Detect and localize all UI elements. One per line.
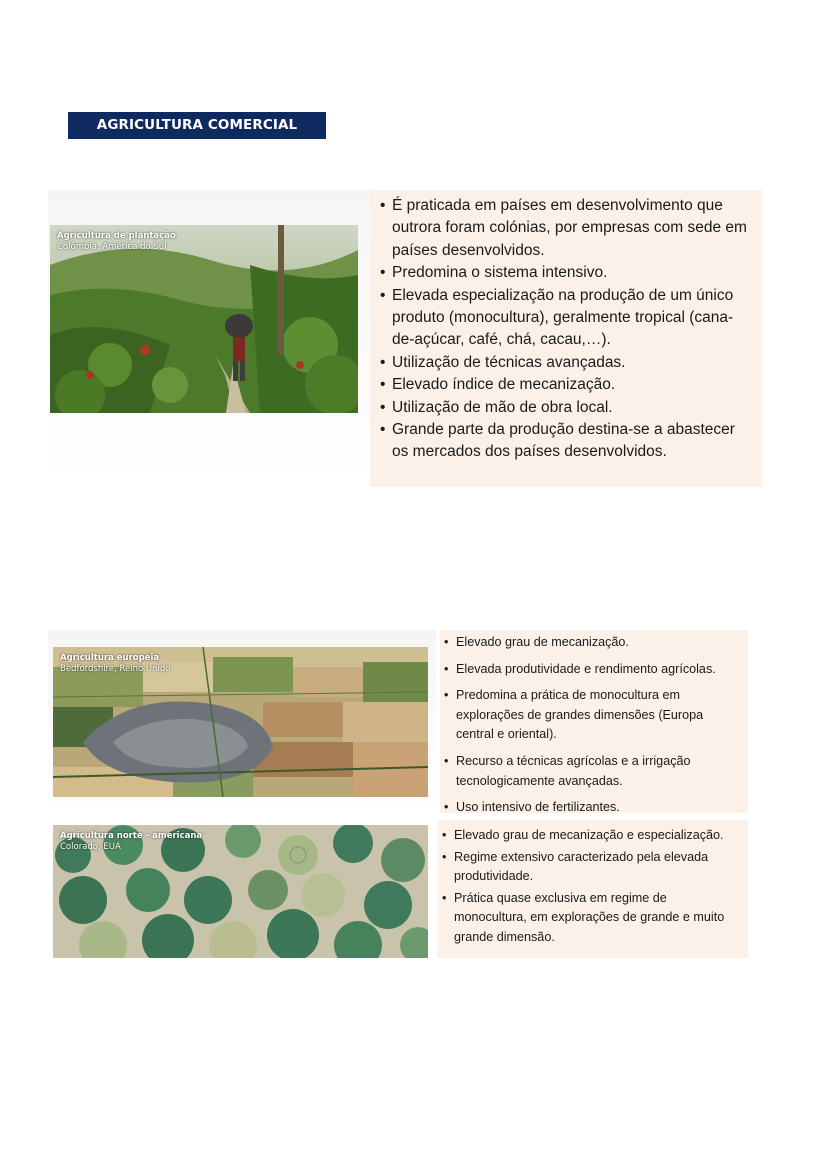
photo-caption: [60, 653, 170, 675]
photo-caption-place: Colorado, EUA: [60, 842, 121, 852]
list-item: • Elevada especialização na produção de um único produto (monocultura), geralmente tropical (cana-de-açúcar, café, chá, cacau,…).: [378, 285, 754, 352]
photo-caption-title: Agricultura europeia: [60, 653, 160, 663]
plantation-section: [48, 190, 762, 487]
list-item: • Elevada produtividade e rendimento agrícolas.: [442, 660, 742, 680]
plantation-text-box: [370, 190, 762, 487]
photo-caption: [60, 831, 202, 853]
page-title: AGRICULTURA COMERCIAL: [68, 112, 326, 139]
list-item: • É praticada em países em desenvolvimento que outrora foram colónias, por empresas com sede em países desenvolvidos.: [378, 195, 754, 262]
photo-caption: [57, 231, 176, 253]
european-text-box: [440, 630, 748, 813]
photo-caption-title: Agricultura de plantação: [57, 231, 176, 241]
list-item: • Grande parte da produção destina-se a abastecer os mercados dos países desenvolvidos.: [378, 419, 754, 464]
list-item: • Elevado grau de mecanização.: [442, 633, 742, 653]
photo-caption-place: Bedfordshire, Reino Unido: [60, 664, 171, 674]
list-item: • Elevado índice de mecanização.: [378, 374, 754, 396]
photo-caption-title: Agricultura norte - americana: [60, 831, 203, 841]
list-item: • Predomina o sistema intensivo.: [378, 262, 754, 284]
list-item: • Elevado grau de mecanização e especialização.: [440, 826, 742, 846]
list-item: • Prática quase exclusiva em regime de monocultura, em explorações de grande e muito grande dimensão.: [440, 889, 742, 948]
photo-caption-place: Colômbia, América do Sul: [57, 242, 167, 252]
european-photo: [53, 647, 428, 797]
european-bullet-list: [442, 633, 742, 818]
list-item: • Utilização de técnicas avançadas.: [378, 352, 754, 374]
north-american-section: [48, 820, 748, 958]
list-item: • Uso intensivo de fertilizantes.: [442, 798, 742, 818]
north-american-text-box: [438, 820, 748, 958]
plantation-bullet-list: [378, 195, 754, 464]
european-section: [48, 630, 748, 813]
list-item: • Utilização de mão de obra local.: [378, 397, 754, 419]
north-american-bullet-list: [440, 826, 742, 948]
list-item: • Recurso a técnicas agrícolas e a irrigação tecnologicamente avançadas.: [442, 752, 742, 791]
plantation-photo: [50, 225, 358, 413]
north-american-photo: [53, 825, 428, 958]
list-item: • Regime extensivo caracterizado pela elevada produtividade.: [440, 848, 742, 887]
list-item: • Predomina a prática de monocultura em explorações de grandes dimensões (Europa central e oriental).: [442, 686, 742, 745]
